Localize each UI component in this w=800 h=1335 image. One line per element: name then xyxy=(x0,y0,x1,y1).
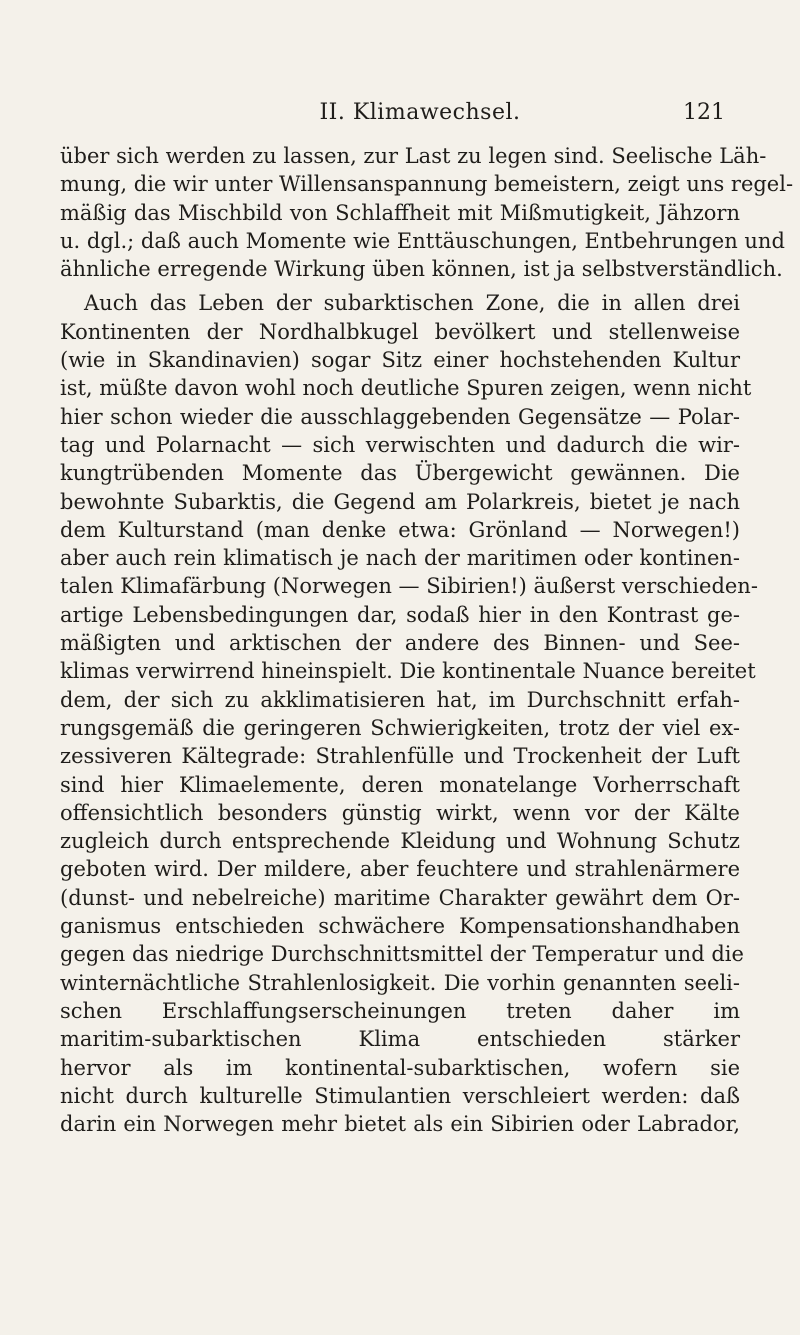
text-line: offensichtlich besonders günstig wirkt, wenn vor der Kälte xyxy=(60,800,740,825)
text-line: geboten wird. Der mildere, aber feuchtere und strahlenärmere xyxy=(60,857,740,882)
text-line: winternächtliche Strahlenlosigkeit. Die vorhin genannten seeli- xyxy=(60,970,740,995)
text-line: ähnliche erregende Wirkung üben können, ist ja selbstverständlich. xyxy=(60,257,783,282)
text-line: dem Kulturstand (man denke etwa: Grönland — Norwegen!) xyxy=(60,517,740,542)
text-line: ganismus entschieden schwächere Kompensationshandhaben xyxy=(60,914,740,939)
text-line: mung, die wir unter Willensanspannung bemeistern, zeigt uns regel- xyxy=(60,172,794,197)
text-line: tag und Polarnacht — sich verwischten und dadurch die wir- xyxy=(60,432,740,457)
text-line: Kontinenten der Nordhalbkugel bevölkert und stellenweise xyxy=(60,319,740,344)
text-line: hier schon wieder die ausschlaggebenden Gegensätze — Polar- xyxy=(60,404,740,429)
text-line: gegen das niedrige Durchschnittsmittel der Temperatur und die xyxy=(60,942,744,967)
text-line: maritim-subarktischen Klima entschieden stärker xyxy=(60,1027,740,1052)
page-number: 121 xyxy=(683,100,725,125)
text-line: bewohnte Subarktis, die Gegend am Polarkreis, bietet je nach xyxy=(60,489,740,514)
text-line: (dunst- und nebelreiche) maritime Charakter gewährt dem Or- xyxy=(60,885,740,910)
text-line: zessiveren Kältegrade: Strahlenfülle und Trockenheit der Luft xyxy=(60,744,740,769)
text-line: zugleich durch entsprechende Kleidung und Wohnung Schutz xyxy=(60,829,740,854)
paragraph xyxy=(60,289,758,1138)
text-line: artige Lebensbedingungen dar, sodaß hier in den Kontrast ge- xyxy=(60,602,740,627)
text-line: rungsgemäß die geringeren Schwierigkeiten, trotz der viel ex- xyxy=(60,715,740,740)
text-line: nicht durch kulturelle Stimulantien verschleiert werden: daß xyxy=(60,1083,740,1108)
text-line: klimas verwirrend hineinspielt. Die kontinentale Nuance bereitet xyxy=(60,659,756,684)
text-line: (wie in Skandinavien) sogar Sitz einer hochstehenden Kultur xyxy=(60,348,740,373)
text-line: Auch das Leben der subarktischen Zone, die in allen drei xyxy=(84,291,740,316)
text-line: mäßig das Mischbild von Schlaffheit mit Mißmutigkeit, Jähzorn xyxy=(60,200,740,225)
text-line: u. dgl.; daß auch Momente wie Enttäuschungen, Entbehrungen und xyxy=(60,228,785,253)
text-line: darin ein Norwegen mehr bietet als ein Sibirien oder Labrador, xyxy=(60,1112,740,1137)
body-text xyxy=(60,142,794,1138)
text-line: ist, müßte davon wohl noch deutliche Spuren zeigen, wenn nicht xyxy=(60,376,752,401)
text-line: sind hier Klimaelemente, deren monatelange Vorherrschaft xyxy=(60,772,740,797)
text-line: hervor als im kontinental-subarktischen, wofern sie xyxy=(60,1055,740,1080)
text-line: über sich werden zu lassen, zur Last zu legen sind. Seelische Läh- xyxy=(60,144,767,168)
text-line: schen Erschlaffungserscheinungen treten daher im xyxy=(60,998,740,1023)
running-title: II. Klimawechsel. xyxy=(319,100,521,125)
text-line: kungtrübenden Momente das Übergewicht gewännen. Die xyxy=(60,461,740,486)
text-line: dem, der sich zu akklimatisieren hat, im Durchschnitt erfah- xyxy=(60,687,740,712)
text-line: aber auch rein klimatisch je nach der maritimen oder kontinen- xyxy=(60,546,740,571)
text-line: talen Klimafärbung (Norwegen — Sibirien!) äußerst verschieden- xyxy=(60,574,758,599)
page-header xyxy=(60,100,780,134)
text-line: mäßigten und arktischen der andere des Binnen- und See- xyxy=(60,631,740,656)
paragraph xyxy=(60,142,794,283)
